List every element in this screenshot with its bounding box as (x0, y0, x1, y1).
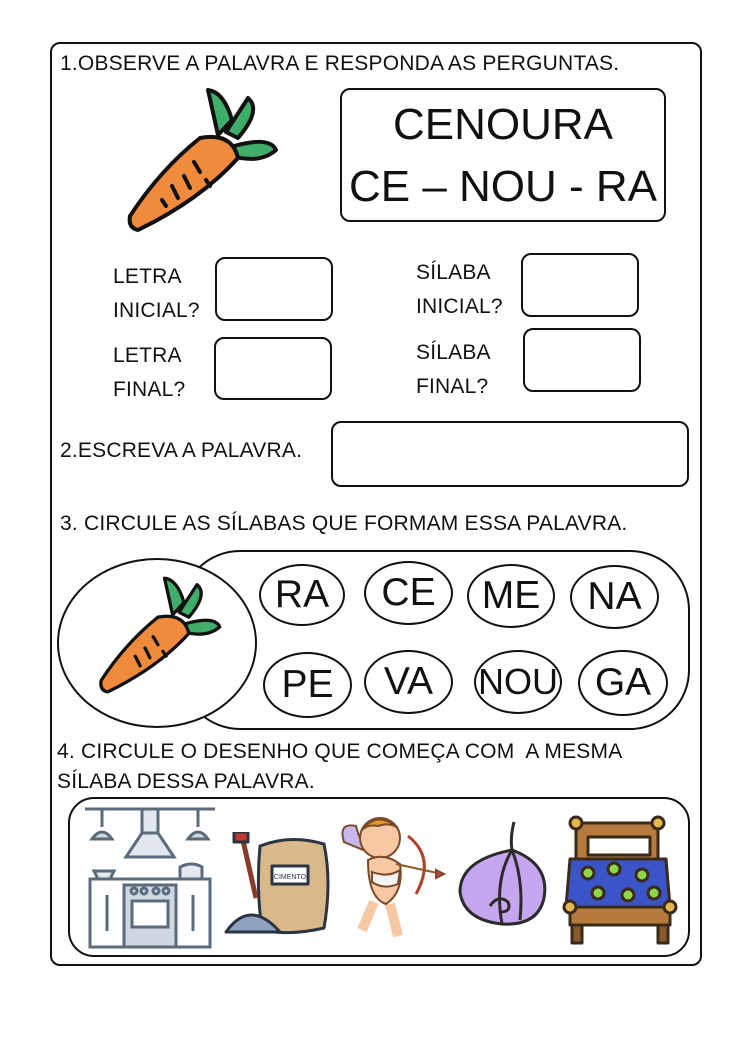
syllable-option-ra[interactable]: RA (259, 564, 345, 626)
syllable-option-pe[interactable]: PE (263, 652, 352, 718)
q2-instruction: 2.ESCREVA A PALAVRA. (60, 439, 303, 462)
cupid-picture[interactable] (338, 812, 446, 942)
letra-final-line2: FINAL? (113, 378, 186, 401)
carrot-icon (120, 80, 280, 235)
q4-instruction-line1: 4. CIRCULE O DESENHO QUE COMEÇA COM A MESMA (57, 740, 623, 763)
syllable-option-nou[interactable]: NOU (474, 650, 562, 714)
syllable-option-na[interactable]: NA (570, 565, 659, 629)
word-box (340, 88, 666, 222)
letra-inicial-line2: INICIAL? (113, 299, 200, 322)
silaba-inicial-label (416, 256, 503, 324)
write-word-box[interactable] (331, 421, 689, 487)
carrot-small-icon (93, 568, 223, 698)
syllable-option-me[interactable]: ME (467, 564, 555, 628)
silaba-inicial-line2: INICIAL? (416, 295, 503, 318)
word-syllables: CE – NOU - RA (348, 162, 658, 211)
kitchen-picture[interactable] (80, 805, 220, 950)
q3-instruction: 3. CIRCULE AS SÍLABAS QUE FORMAM ESSA PALAVRA. (60, 512, 628, 535)
onion-picture[interactable] (454, 820, 554, 930)
letra-inicial-label (113, 260, 200, 328)
letra-inicial-line1: LETRA (113, 265, 182, 288)
cement-bag-picture[interactable] (220, 832, 335, 937)
bed-picture[interactable] (562, 815, 680, 947)
silaba-inicial-line1: SÍLABA (416, 261, 491, 284)
q4-instruction (57, 737, 693, 797)
q4-instruction-line2: SÍLABA DESSA PALAVRA. (57, 770, 315, 793)
letra-final-answer-box[interactable] (214, 337, 332, 400)
word-title: CENOURA (392, 100, 614, 149)
silaba-final-line2: FINAL? (416, 375, 489, 398)
letra-final-label (113, 339, 185, 407)
silaba-final-answer-box[interactable] (523, 328, 641, 392)
carrot-circle (57, 558, 257, 728)
silaba-final-label (416, 336, 491, 404)
syllable-option-ce[interactable]: CE (364, 561, 453, 625)
syllable-option-va[interactable]: VA (364, 650, 453, 714)
silaba-inicial-answer-box[interactable] (521, 253, 639, 317)
q1-instruction: 1.OBSERVE A PALAVRA E RESPONDA AS PERGUNTAS. (60, 52, 620, 75)
letra-inicial-answer-box[interactable] (215, 257, 333, 321)
letra-final-line1: LETRA (113, 344, 182, 367)
syllable-option-ga[interactable]: GA (578, 650, 668, 716)
silaba-final-line1: SÍLABA (416, 341, 491, 364)
cement-label: CIMENTO (273, 874, 307, 881)
